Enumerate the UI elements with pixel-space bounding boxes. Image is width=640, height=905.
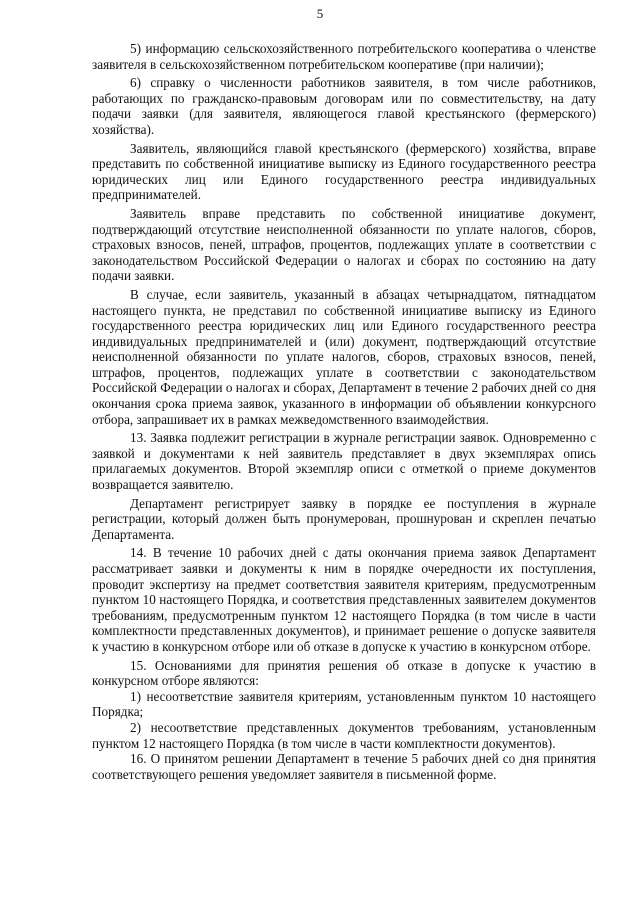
paragraph-section-13: 13. Заявка подлежит регистрации в журнале регистрации заявок. Одновременно с заявкой и документами к ней заявитель представляет в двух экземплярах опись прилагаемых документов. Второй экземпляр описи с отметкой о приеме документов возвращается заявителю. bbox=[92, 430, 596, 493]
document-body bbox=[92, 41, 596, 785]
paragraph-rejection-ground-2: 2) несоответствие представленных документов требованиям, установленным пунктом 12 настоящего Порядка (в том числе в части комплектности документов). bbox=[92, 719, 596, 751]
page-number: 5 bbox=[316, 6, 324, 21]
paragraph-registration-journal: Департамент регистрирует заявку в порядке ее поступления в журнале регистрации, который должен быть пронумерован, прошнурован и скреплен печатью Департамента. bbox=[92, 495, 596, 542]
paragraph-item-6-employee-count: 6) справку о численности работников заявителя, в том числе работников, работающих по гражданско-правовым договорам или по совместительству, на дату подачи заявки (для заявителя, являющегося главой крестьянского (фермерского) хозяйства). bbox=[92, 75, 596, 137]
paragraph-tax-document: Заявитель вправе представить по собственной инициативе документ, подтверждающий отсутствие неисполненной обязанности по уплате налогов, сборов, страховых взносов, пеней, штрафов, процентов, подлежащих уплате в соответствии с законодательством Российской Федерации о налогах и сборах по состоянию на дату подачи заявки. bbox=[92, 205, 596, 284]
paragraph-farm-head-extract: Заявитель, являющийся главой крестьянского (фермерского) хозяйства, вправе представить по собственной инициативе выписку из Единого государственного реестра юридических лиц или Единого государственного реестра индивидуальных предпринимателей. bbox=[92, 140, 596, 203]
paragraph-rejection-ground-1: 1) несоответствие заявителя критериям, установленным пунктом 10 настоящего Порядка; bbox=[92, 688, 596, 720]
paragraph-section-15: 15. Основаниями для принятия решения об отказе в допуске к участию в конкурсном отборе являются: bbox=[92, 657, 596, 689]
paragraph-item-5-cooperative-info: 5) информацию сельскохозяйственного потребительского кооператива о членстве заявителя в сельскохозяйственном потребительском кооперативе (при наличии); bbox=[92, 41, 596, 72]
paragraph-interagency-request: В случае, если заявитель, указанный в абзацах четырнадцатом, пятнадцатом настоящего пункта, не представил по собственной инициативе выписку из Единого государственного реестра юридических лиц или Единого государственного реестра индивидуальных предпринимателей и (или) документ, подтверждающий отсутствие неисполненной обязанности по уплате налогов, сборов, страховых взносов, пеней, штрафов, процентов, подлежащих уплате в соответствии с законодательством Российской Федерации о налогах и сборах, Департамент в течение 2 рабочих дней со дня окончания срока приема заявок, указанного в информации об объявлении конкурсного отбора, запрашивает их в рамках межведомственного взаимодействия. bbox=[92, 286, 596, 427]
paragraph-section-16: 16. О принятом решении Департамент в течение 5 рабочих дней со дня принятия соответствующего решения уведомляет заявителя в письменной форме. bbox=[92, 751, 596, 782]
paragraph-section-14: 14. В течение 10 рабочих дней с даты окончания приема заявок Департамент рассматривает заявки и документы к ним в порядке очередности их поступления, проводит экспертизу на предмет соответствия заявителя критериям, предусмотренным пунктом 10 настоящего Порядка, и соответствия представленных заявителем документов требованиям, предусмотренным пунктом 12 настоящего Порядка (в том числе в части комплектности представленных документов), и принимает решение о допуске заявителя к участию в конкурсном отборе или об отказе в допуске к участию в конкурсном отборе. bbox=[92, 545, 596, 654]
